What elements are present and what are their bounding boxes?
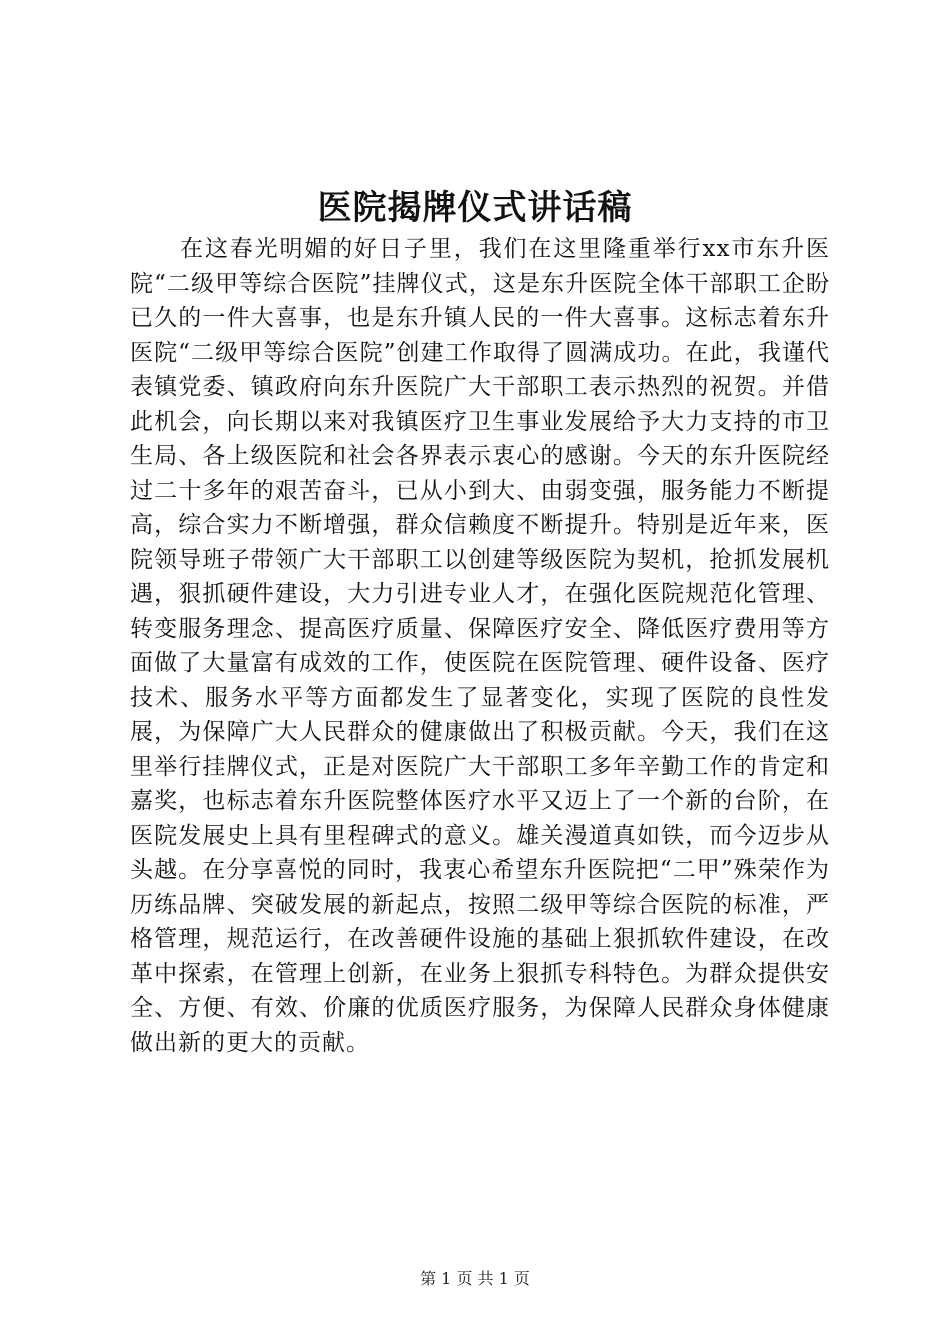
document-title: 医院揭牌仪式讲话稿 bbox=[317, 188, 633, 228]
page-number-footer: 第 1 页 共 1 页 bbox=[420, 1269, 530, 1288]
speech-body-paragraph: 在这春光明媚的好日子里，我们在这里隆重举行xx市东升医院“二级甲等综合医院”挂牌仪式，这是东升医院全体干部职工企盼已久的一件大喜事，也是东升镇人民的一件大喜事。这标志着东升医院“二级甲等综合医院”创建工作取得了圆满成功。在此，我谨代表镇党委、镇政府向东升医院广大干部职工表示热烈的祝贺。并借此机会，向长期以来对我镇医疗卫生事业发展给予大力支持的市卫生局、各上级医院和社会各界表示衷心的感谢。今天的东升医院经过二十多年的艰苦奋斗，已从小到大、由弱变强，服务能力不断提高，综合实力不断增强，群众信赖度不断提升。特别是近年来，医院领导班子带领广大干部职工以创建等级医院为契机，抢抓发展机遇，狠抓硬件建设，大力引进专业人才，在强化医院规范化管理、转变服务理念、提高医疗质量、保障医疗安全、降低医疗费用等方面做了大量富有成效的工作，使医院在医院管理、硬件设备、医疗技术、服务水平等方面都发生了显著变化，实现了医院的良性发展，为保障广大人民群众的健康做出了积极贡献。今天，我们在这里举行挂牌仪式，正是对医院广大干部职工多年辛勤工作的肯定和嘉奖，也标志着东升医院整体医疗水平又迈上了一个新的台阶，在医院发展史上具有里程碑式的意义。雄关漫道真如铁，而今迈步从头越。在分享喜悦的同时，我衷心希望东升医院把“二甲”殊荣作为历练品牌、突破发展的新起点，按照二级甲等综合医院的标准，严格管理，规范运行，在改善硬件设施的基础上狠抓软件建设，在改革中探索，在管理上创新，在业务上狠抓专科特色。为群众提供安全、方便、有效、价廉的优质医疗服务，为保障人民群众身体健康做出新的更大的贡献。 bbox=[130, 236, 830, 1056]
